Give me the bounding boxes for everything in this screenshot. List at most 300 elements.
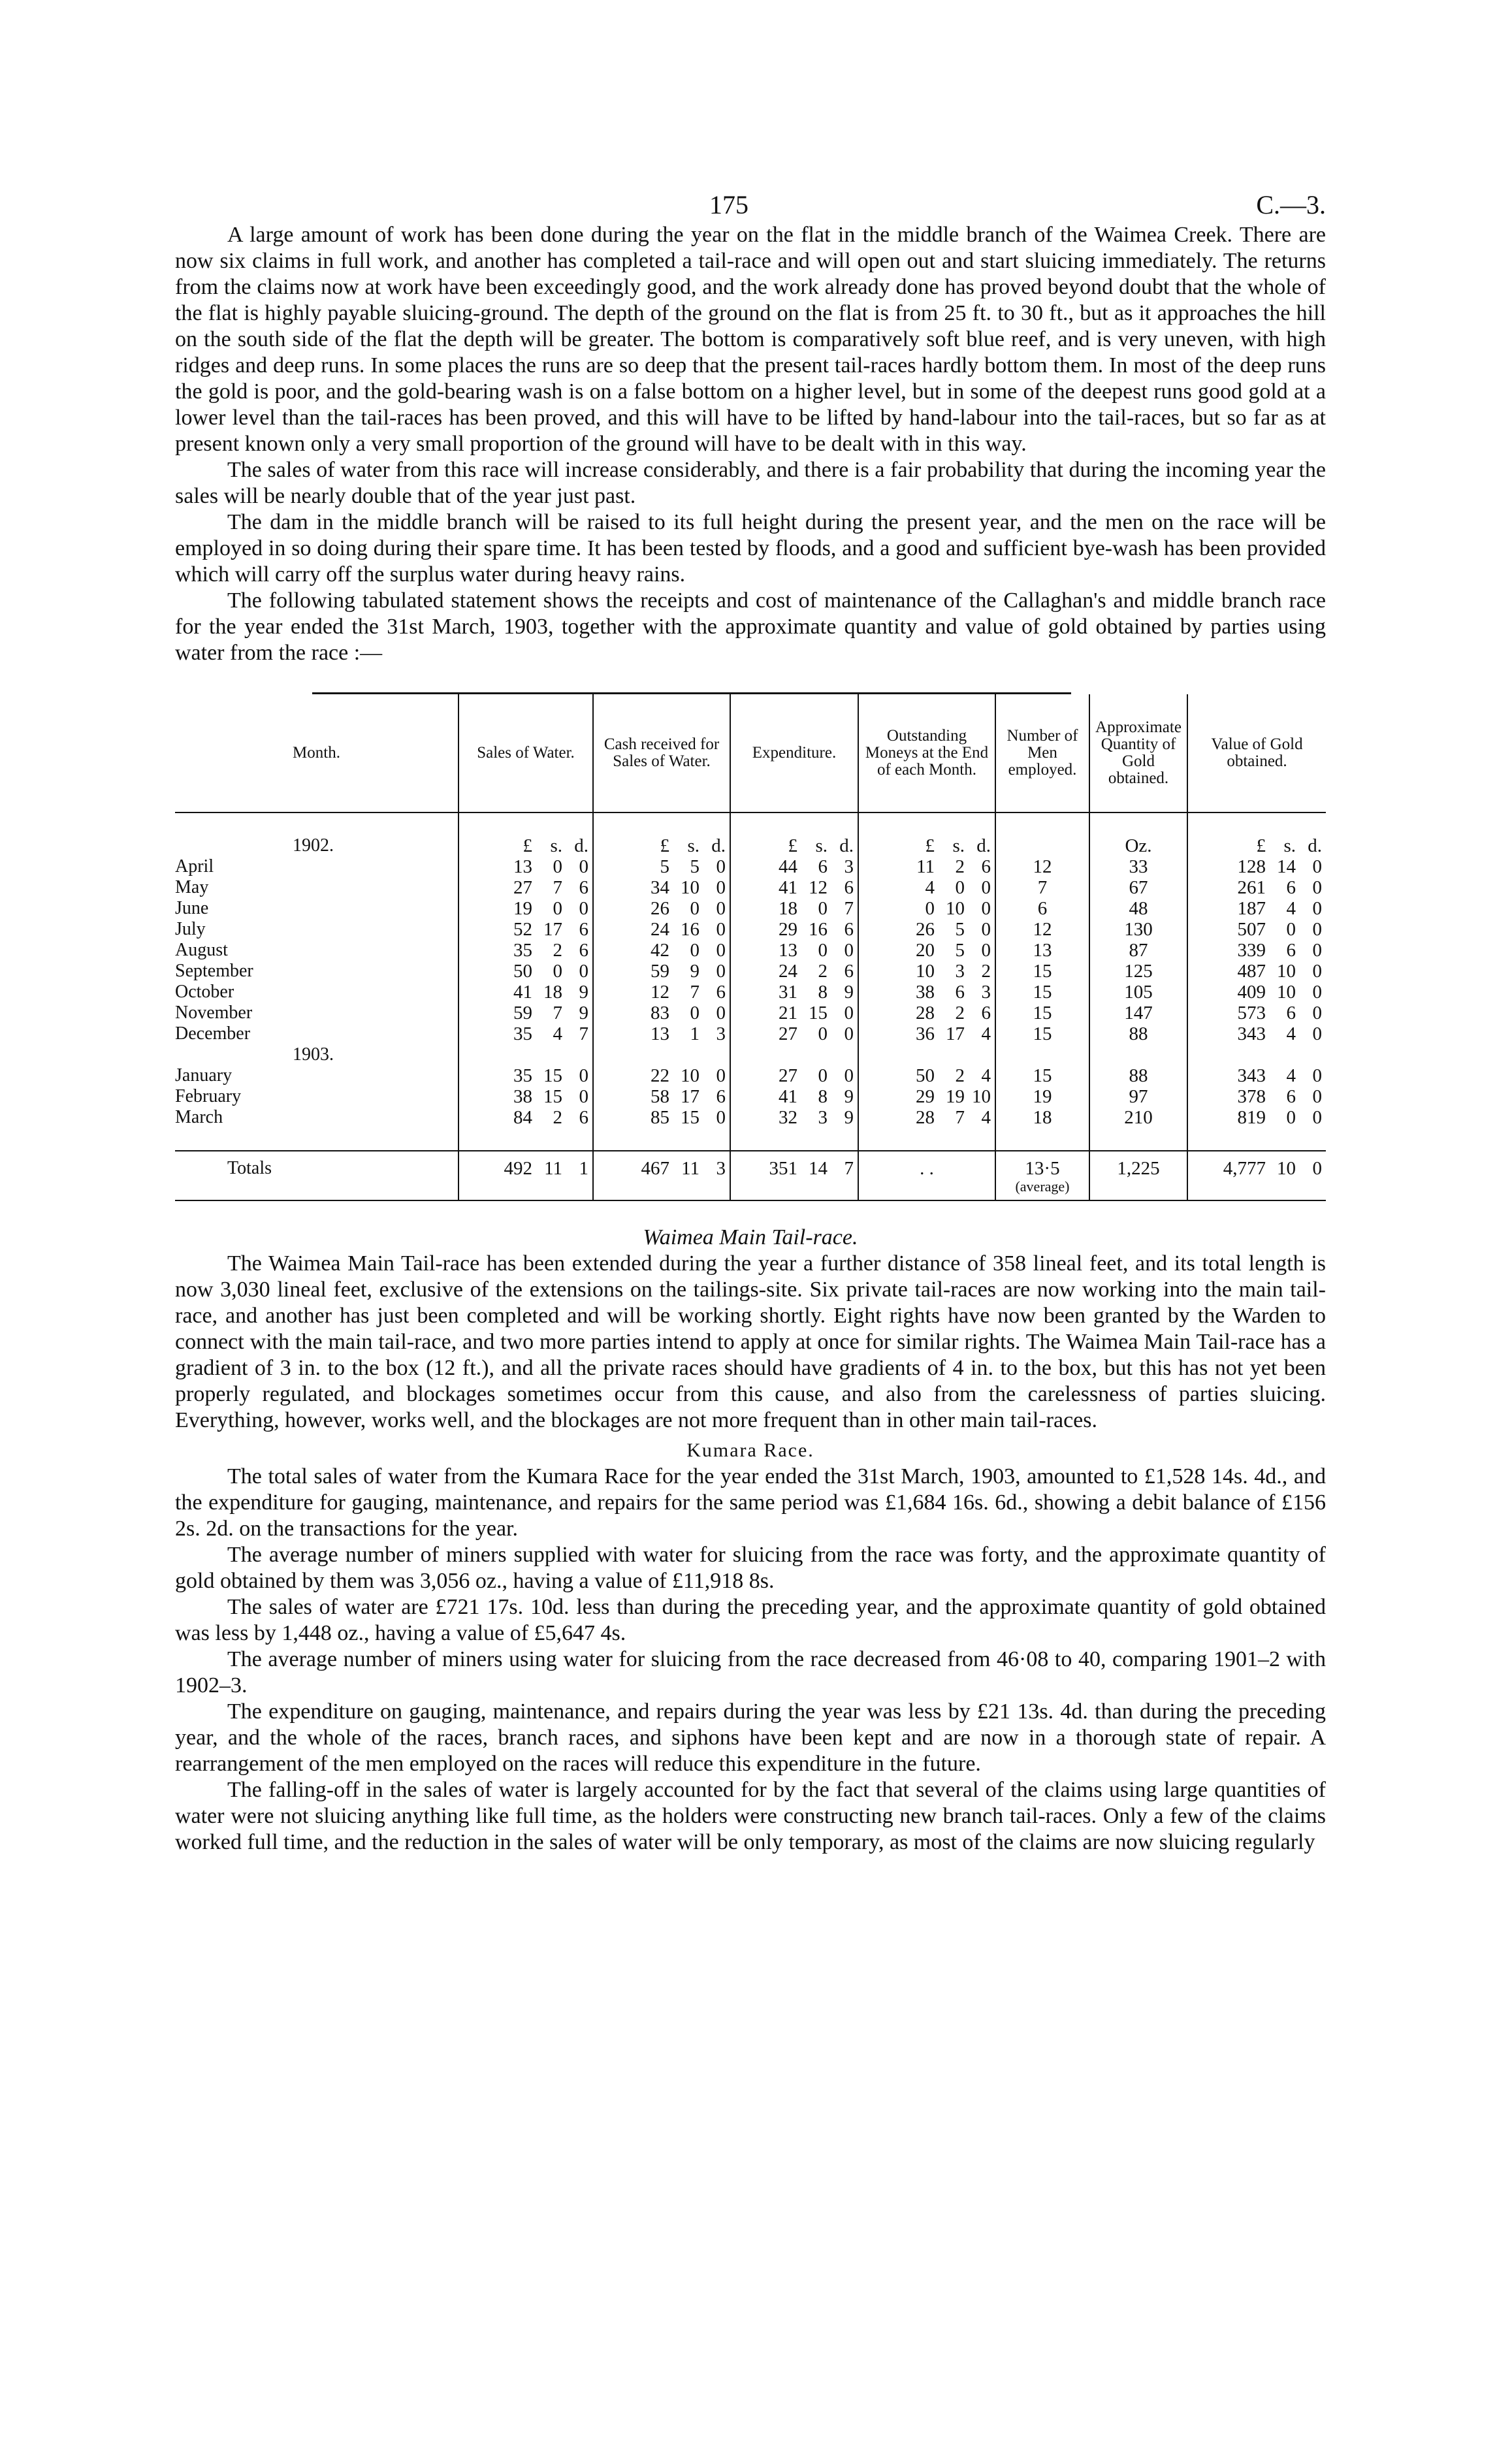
pence: 6 — [579, 1107, 588, 1128]
pence: 0 — [1312, 1003, 1322, 1023]
pounds: 38 — [513, 1086, 532, 1107]
pounds: 29 — [779, 919, 797, 940]
expenditure-cell — [730, 919, 858, 940]
pounds: 58 — [651, 1086, 669, 1107]
document-page — [175, 0, 1326, 1856]
pounds: 29 — [916, 1086, 935, 1107]
expenditure-cell — [730, 1003, 858, 1023]
pence: 6 — [981, 856, 991, 877]
unit-pence: d. — [976, 835, 991, 856]
year-row — [175, 1044, 1326, 1065]
quantity-cell: 125 — [1089, 961, 1187, 982]
shillings: 0 — [690, 1003, 700, 1023]
pounds: 27 — [779, 1023, 797, 1044]
pounds: 41 — [779, 1086, 797, 1107]
pence: 0 — [1312, 919, 1322, 940]
pence: 0 — [1312, 1065, 1322, 1086]
shillings: 4 — [1286, 898, 1296, 919]
shillings: 19 — [946, 1086, 965, 1107]
shillings: 17 — [543, 919, 562, 940]
pounds: 351 — [769, 1158, 797, 1179]
pounds: 35 — [513, 1065, 532, 1086]
shillings: 0 — [818, 898, 828, 919]
unit-pence: d. — [839, 835, 854, 856]
outstanding-cell — [858, 961, 995, 982]
month-cell: March — [175, 1107, 223, 1127]
pence: 0 — [1312, 1107, 1322, 1128]
pounds: 378 — [1237, 1086, 1266, 1107]
page-number: 175 — [709, 190, 748, 219]
totals-row — [175, 1151, 1326, 1200]
pounds: 339 — [1237, 940, 1266, 961]
cash-cell — [593, 940, 730, 961]
pounds: 26 — [651, 898, 669, 919]
shillings: 1 — [690, 1023, 700, 1044]
unit-labels — [730, 835, 858, 856]
shillings: 0 — [553, 898, 562, 919]
pence: 6 — [579, 919, 588, 940]
pence: 0 — [981, 898, 991, 919]
shillings: 5 — [955, 919, 965, 940]
pounds: 52 — [513, 919, 532, 940]
table-row — [175, 877, 1326, 898]
shillings: 0 — [690, 898, 700, 919]
blank-cell — [1187, 1044, 1326, 1065]
shillings: 7 — [553, 1003, 562, 1023]
pence: 7 — [579, 1023, 588, 1044]
pence: 6 — [844, 961, 854, 982]
unit-oz: Oz. — [1089, 835, 1187, 856]
value-cell — [1187, 1107, 1326, 1128]
pence: 0 — [844, 1065, 854, 1086]
pence: 0 — [981, 919, 991, 940]
cash-cell — [593, 1065, 730, 1086]
paragraph: The falling-off in the sales of water is largely accounted for by the fact that several of the claims using large quantities of water were not sluicing anything like full time, as the holders were constructing new branch tail-races. Only a few of the claims worked full time, and the reduction in the sales of water will be only temporary, as most of the claims are now sluicing regularly — [175, 1778, 1326, 1854]
sales-cell — [458, 961, 593, 982]
pence: 0 — [1312, 961, 1322, 982]
table-body — [175, 812, 1326, 1200]
quantity-cell: 105 — [1089, 982, 1187, 1003]
pence: 3 — [981, 982, 991, 1003]
quantity-cell: 210 — [1089, 1107, 1187, 1128]
sales-cell — [458, 856, 593, 877]
unit-pence: d. — [1308, 835, 1322, 856]
table-row — [175, 940, 1326, 961]
shillings: 5 — [690, 856, 700, 877]
outstanding-cell — [858, 1086, 995, 1107]
pence: 0 — [716, 898, 726, 919]
page-header — [175, 0, 1326, 222]
report-reference: C.—3. — [1256, 190, 1326, 219]
pence: 9 — [579, 1003, 588, 1023]
pence: 6 — [844, 877, 854, 898]
pounds: 0 — [925, 898, 935, 919]
sales-cell — [458, 919, 593, 940]
col-header-cash: Cash received for Sales of Water. — [593, 694, 730, 812]
pounds: 26 — [916, 919, 935, 940]
pounds: 32 — [779, 1107, 797, 1128]
unit-labels — [858, 835, 995, 856]
expenditure-cell — [730, 877, 858, 898]
pence: 0 — [1312, 1086, 1322, 1107]
expenditure-cell — [730, 1086, 858, 1107]
unit-pound: £ — [925, 835, 935, 856]
pounds: 83 — [651, 1003, 669, 1023]
shillings: 2 — [955, 856, 965, 877]
shillings: 11 — [681, 1158, 700, 1179]
table-row — [175, 982, 1326, 1003]
pounds: 507 — [1237, 919, 1266, 940]
col-header-quantity: Approximate Quantity of Gold obtained. — [1089, 694, 1187, 812]
month-cell: February — [175, 1086, 242, 1106]
pence: 3 — [716, 1023, 726, 1044]
pence: 0 — [716, 961, 726, 982]
month-cell: January — [175, 1065, 233, 1086]
value-cell — [1187, 1065, 1326, 1086]
pence: 0 — [1312, 1158, 1322, 1179]
shillings: 10 — [1277, 961, 1296, 982]
shillings: 8 — [818, 1086, 828, 1107]
pounds: 28 — [916, 1003, 935, 1023]
water-race-table — [175, 694, 1326, 1201]
unit-labels — [593, 835, 730, 856]
pounds: 27 — [513, 877, 532, 898]
table-row — [175, 1086, 1326, 1107]
pence: 6 — [579, 877, 588, 898]
expenditure-cell — [730, 1065, 858, 1086]
pounds: 35 — [513, 1023, 532, 1044]
pounds: 59 — [651, 961, 669, 982]
table-row — [175, 1065, 1326, 1086]
blank-cell — [995, 1044, 1089, 1065]
quantity-cell: 48 — [1089, 898, 1187, 919]
pence: 0 — [579, 1065, 588, 1086]
men-cell: 12 — [995, 919, 1089, 940]
men-cell: 6 — [995, 898, 1089, 919]
men-cell: 15 — [995, 1065, 1089, 1086]
quantity-cell: 97 — [1089, 1086, 1187, 1107]
pence: 0 — [1312, 982, 1322, 1003]
pence: 3 — [716, 1158, 726, 1179]
men-total — [995, 1151, 1089, 1200]
shillings: 2 — [553, 940, 562, 961]
pounds: 492 — [504, 1158, 532, 1179]
shillings: 4 — [1286, 1065, 1296, 1086]
col-header-men: Number of Men employed. — [995, 694, 1089, 812]
quantity-cell: 33 — [1089, 856, 1187, 877]
expenditure-total — [730, 1151, 858, 1200]
pounds: 24 — [651, 919, 669, 940]
pounds: 573 — [1237, 1003, 1266, 1023]
men-cell: 15 — [995, 1003, 1089, 1023]
pence: 3 — [844, 856, 854, 877]
month-cell: August — [175, 940, 228, 960]
shillings: 6 — [1286, 877, 1296, 898]
shillings: 4 — [1286, 1023, 1296, 1044]
cash-cell — [593, 856, 730, 877]
pounds: 4 — [925, 877, 935, 898]
shillings: 2 — [955, 1065, 965, 1086]
pence: 0 — [844, 940, 854, 961]
unit-shilling: s. — [687, 835, 700, 856]
shillings: 7 — [955, 1107, 965, 1128]
men-cell: 7 — [995, 877, 1089, 898]
outstanding-cell — [858, 877, 995, 898]
shillings: 15 — [681, 1107, 700, 1128]
pounds: 13 — [651, 1023, 669, 1044]
shillings: 0 — [818, 1065, 828, 1086]
paragraph: The dam in the middle branch will be raised to its full height during the present year, and the men on the race will be employed in so doing during their spare time. It has been tested by floods, and a good and sufficient bye-wash has been provided which will carry off the surplus water during heavy rains. — [175, 510, 1326, 587]
pounds: 18 — [779, 898, 797, 919]
sales-cell — [458, 1065, 593, 1086]
men-cell: 13 — [995, 940, 1089, 961]
pounds: 85 — [651, 1107, 669, 1128]
table-row — [175, 961, 1326, 982]
pounds: 36 — [916, 1023, 935, 1044]
paragraph: The expenditure on gauging, maintenance, and repairs during the year was less by £21 13s. 4d. than during the preceding year, and the whole of the races, branch races, and siphons have been kept and are now in a thorough state of repair. A rearrangement of the men employed on the races will reduce this expenditure in the future. — [175, 1699, 1326, 1776]
year-label: 1902. — [293, 835, 334, 856]
shillings: 10 — [1277, 1158, 1296, 1179]
sales-cell — [458, 940, 593, 961]
pence: 7 — [844, 898, 854, 919]
unit-shilling: s. — [1283, 835, 1296, 856]
value-cell — [1187, 940, 1326, 961]
expenditure-cell — [730, 940, 858, 961]
cash-cell — [593, 919, 730, 940]
outstanding-cell — [858, 940, 995, 961]
spacer-row — [175, 1128, 1326, 1151]
pence: 0 — [716, 877, 726, 898]
pence: 6 — [716, 982, 726, 1003]
pence: 0 — [844, 1003, 854, 1023]
pounds: 187 — [1237, 898, 1266, 919]
pence: 6 — [716, 1086, 726, 1107]
col-header-month: Month. — [175, 694, 458, 812]
blank-cell — [458, 1044, 593, 1065]
shillings: 0 — [955, 877, 965, 898]
shillings: 17 — [946, 1023, 965, 1044]
pounds: 41 — [513, 982, 532, 1003]
paragraph: The Waimea Main Tail-race has been extended during the year a further distance of 358 lineal feet, and its total length is now 3,030 lineal feet, exclusive of the extensions on the tailings-site. Six private tail-races are now working into the main tail-race, and another has just been completed and will be working shortly. Eight rights have now been granted by the Warden to connect with the main tail-race, and two more parties intend to apply at once for similar rights. The Waimea Main Tail-race has a gradient of 3 in. to the box (12 ft.), and all the private races should have gradients of 4 in. to the box, but this has not yet been properly regulated, and blockages sometimes occur from this cause, and also from the carelessness of parties sluicing. Everything, however, works well, and the blockages are not more frequent than in other main tail-races. — [175, 1251, 1326, 1432]
pence: 0 — [579, 961, 588, 982]
month-cell: September — [175, 961, 253, 981]
value-cell — [1187, 919, 1326, 940]
paragraph: The average number of miners supplied with water for sluicing from the race was forty, and the approximate quantity of gold obtained by them was 3,056 oz., having a value of £11,918 8s. — [175, 1543, 1326, 1593]
pence: 0 — [716, 1107, 726, 1128]
pence: 9 — [844, 982, 854, 1003]
shillings: 6 — [818, 856, 828, 877]
shillings: 14 — [1277, 856, 1296, 877]
pounds: 11 — [916, 856, 935, 877]
cash-cell — [593, 1023, 730, 1044]
pounds: 59 — [513, 1003, 532, 1023]
shillings: 5 — [955, 940, 965, 961]
shillings: 3 — [818, 1107, 828, 1128]
col-header-value: Value of Gold obtained. — [1187, 694, 1326, 812]
pence: 6 — [844, 919, 854, 940]
cash-cell — [593, 1086, 730, 1107]
men-cell: 19 — [995, 1086, 1089, 1107]
pounds: 12 — [651, 982, 669, 1003]
shillings: 7 — [553, 877, 562, 898]
unit-pound: £ — [523, 835, 532, 856]
table-header-row — [175, 694, 1326, 812]
month-cell: May — [175, 877, 209, 897]
cash-cell — [593, 1003, 730, 1023]
expenditure-cell — [730, 961, 858, 982]
pence: 1 — [579, 1158, 588, 1179]
blank-cell — [593, 1044, 730, 1065]
sales-cell — [458, 1107, 593, 1128]
shillings: 6 — [1286, 1086, 1296, 1107]
pounds: 10 — [916, 961, 935, 982]
unit-shilling: s. — [815, 835, 828, 856]
pounds: 84 — [513, 1107, 532, 1128]
unit-labels — [458, 835, 593, 856]
shillings: 9 — [690, 961, 700, 982]
shillings: 16 — [809, 919, 828, 940]
quantity-cell: 88 — [1089, 1065, 1187, 1086]
sales-cell — [458, 898, 593, 919]
outstanding-total: . . — [858, 1151, 995, 1200]
month-cell: July — [175, 919, 206, 939]
shillings: 8 — [818, 982, 828, 1003]
value-total — [1187, 1151, 1326, 1200]
pence: 0 — [716, 919, 726, 940]
quantity-cell: 87 — [1089, 940, 1187, 961]
kumara-heading: Kumara Race. — [686, 1440, 814, 1461]
table-row — [175, 1023, 1326, 1044]
value-cell — [1187, 877, 1326, 898]
shillings: 0 — [818, 940, 828, 961]
expenditure-cell — [730, 1023, 858, 1044]
paragraph: The total sales of water from the Kumara Race for the year ended the 31st March, 1903, amounted to £1,528 14s. 4d., and the expenditure for gauging, maintenance, and repairs for the same period was £1,684 16s. 6d., showing a debit balance of £156 2s. 2d. on the transactions for the year. — [175, 1464, 1326, 1541]
pounds: 27 — [779, 1065, 797, 1086]
pence: 2 — [981, 961, 991, 982]
value-cell — [1187, 982, 1326, 1003]
unit-shilling: s. — [550, 835, 562, 856]
men-cell: 12 — [995, 856, 1089, 877]
outstanding-cell — [858, 1003, 995, 1023]
unit-pound: £ — [788, 835, 797, 856]
spacer-row — [175, 812, 1326, 835]
units-row — [175, 835, 1326, 856]
pence: 4 — [981, 1107, 991, 1128]
shillings: 2 — [553, 1107, 562, 1128]
unit-pence: d. — [574, 835, 588, 856]
blank-cell — [730, 1044, 858, 1065]
pence: 0 — [844, 1023, 854, 1044]
intro-section — [175, 222, 1326, 666]
pounds: 38 — [916, 982, 935, 1003]
shillings: 14 — [809, 1158, 828, 1179]
paragraph: The average number of miners using water for sluicing from the race decreased from 46·08 to 40, comparing 1901–2 with 1902–3. — [175, 1647, 1326, 1697]
shillings: 6 — [1286, 1003, 1296, 1023]
pence: 9 — [844, 1086, 854, 1107]
pence: 0 — [579, 1086, 588, 1107]
value-cell — [1187, 856, 1326, 877]
shillings: 16 — [681, 919, 700, 940]
shillings: 17 — [681, 1086, 700, 1107]
pounds: 19 — [513, 898, 532, 919]
cash-total — [593, 1151, 730, 1200]
cash-cell — [593, 982, 730, 1003]
month-cell: April — [175, 856, 214, 877]
pounds: 44 — [779, 856, 797, 877]
men-cell: 15 — [995, 1023, 1089, 1044]
value-cell — [1187, 1023, 1326, 1044]
shillings: 4 — [553, 1023, 562, 1044]
pence: 4 — [981, 1065, 991, 1086]
outstanding-cell — [858, 982, 995, 1003]
pence: 0 — [716, 1065, 726, 1086]
kumara-section — [175, 1464, 1326, 1856]
paragraph: The following tabulated statement shows the receipts and cost of maintenance of the Callaghan's and middle branch race for the year ended the 31st March, 1903, together with the approximate quantity and value of gold obtained by parties using water from the race :— — [175, 588, 1326, 665]
month-cell: October — [175, 982, 234, 1002]
shillings: 10 — [946, 898, 965, 919]
outstanding-cell — [858, 1065, 995, 1086]
pounds: 487 — [1237, 961, 1266, 982]
quantity-cell: 147 — [1089, 1003, 1187, 1023]
blank-cell — [858, 1044, 995, 1065]
pounds: 22 — [651, 1065, 669, 1086]
waimea-section — [175, 1251, 1326, 1434]
blank-cell — [1089, 1044, 1187, 1065]
unit-shilling: s. — [952, 835, 965, 856]
pounds: 343 — [1237, 1065, 1266, 1086]
shillings: 2 — [818, 961, 828, 982]
shillings: 6 — [1286, 940, 1296, 961]
shillings: 0 — [690, 940, 700, 961]
pounds: 31 — [779, 982, 797, 1003]
quantity-cell: 130 — [1089, 919, 1187, 940]
pence: 0 — [716, 856, 726, 877]
shillings: 11 — [544, 1158, 562, 1179]
pounds: 50 — [513, 961, 532, 982]
shillings: 7 — [690, 982, 700, 1003]
pence: 6 — [579, 940, 588, 961]
pence: 4 — [981, 1023, 991, 1044]
unit-pound: £ — [660, 835, 669, 856]
pounds: 21 — [779, 1003, 797, 1023]
pence: 9 — [579, 982, 588, 1003]
cash-cell — [593, 877, 730, 898]
col-header-outstanding: Outstanding Moneys at the End of each Month. — [858, 694, 995, 812]
pence: 0 — [981, 940, 991, 961]
pence: 0 — [716, 940, 726, 961]
shillings: 15 — [543, 1086, 562, 1107]
shillings: 0 — [553, 961, 562, 982]
pence: 7 — [844, 1158, 854, 1179]
shillings: 0 — [1286, 919, 1296, 940]
men-cell: 15 — [995, 982, 1089, 1003]
outstanding-cell — [858, 898, 995, 919]
expenditure-cell — [730, 898, 858, 919]
expenditure-cell — [730, 1107, 858, 1128]
unit-pence: d. — [711, 835, 726, 856]
year-label: 1903. — [293, 1044, 334, 1065]
pence: 9 — [844, 1107, 854, 1128]
paragraph: The sales of water from this race will increase considerably, and there is a fair probability that during the incoming year the sales will be nearly double that of the year just past. — [175, 458, 1326, 508]
quantity-cell: 67 — [1089, 877, 1187, 898]
cash-cell — [593, 898, 730, 919]
expenditure-cell — [730, 982, 858, 1003]
unit-labels — [1187, 835, 1326, 856]
sales-cell — [458, 982, 593, 1003]
pounds: 35 — [513, 940, 532, 961]
shillings: 0 — [553, 856, 562, 877]
pounds: 4,777 — [1223, 1158, 1266, 1179]
